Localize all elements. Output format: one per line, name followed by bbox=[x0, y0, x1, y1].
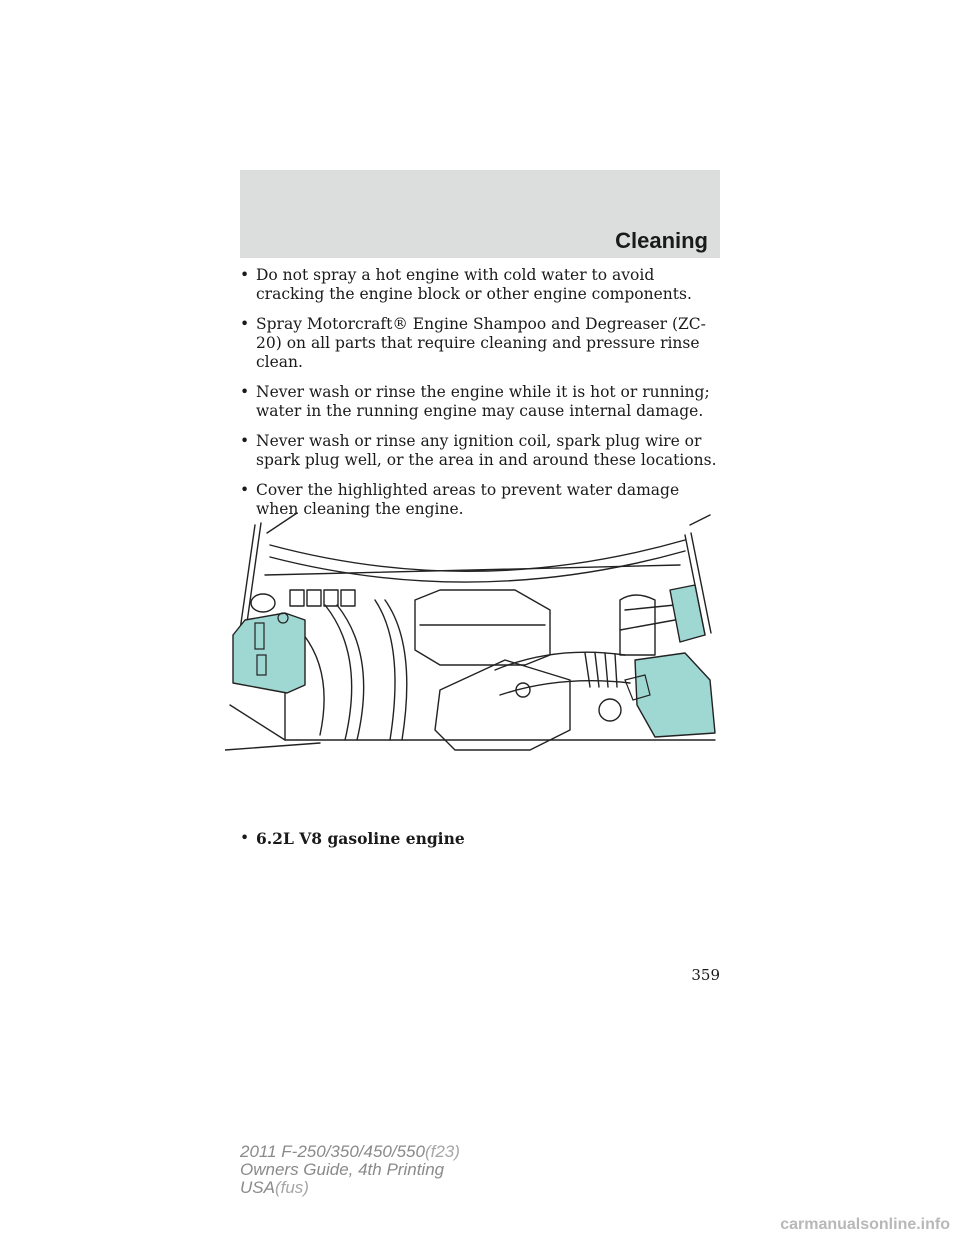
bullet-marker: • bbox=[240, 315, 250, 333]
engine-illustration bbox=[225, 505, 720, 765]
bullet-list bbox=[240, 266, 720, 530]
footer-line-3: USA(fus) bbox=[240, 1178, 309, 1197]
caption-text: 6.2L V8 gasoline engine bbox=[256, 829, 465, 848]
engine-bay-drawing bbox=[225, 505, 720, 765]
engine-cover bbox=[435, 660, 570, 750]
section-title: Cleaning bbox=[615, 228, 708, 253]
bullet-item bbox=[240, 315, 720, 372]
bullet-text: Never wash or rinse any ignition coil, spark plug wire or spark plug well, or the area in and around these locations. bbox=[256, 432, 717, 469]
watermark: carmanualsonline.info bbox=[780, 1216, 950, 1233]
footer-line-1: 2011 F-250/350/450/550(f23) bbox=[240, 1142, 460, 1161]
bullet-item bbox=[240, 383, 720, 421]
bullet-text: Spray Motorcraft® Engine Shampoo and Degreaser (ZC-20) on all parts that require cleaning and pressure rinse clean. bbox=[256, 315, 706, 371]
bullet-item bbox=[240, 432, 720, 470]
bullet-text: Never wash or rinse the engine while it is hot or running; water in the running engine may cause internal damage. bbox=[256, 383, 710, 420]
bullet-text: Cover the highlighted areas to prevent water damage when cleaning the engine. bbox=[256, 481, 680, 518]
section-header bbox=[240, 170, 720, 258]
highlight-right-lower-area bbox=[635, 653, 715, 737]
air-cleaner-box bbox=[415, 590, 550, 665]
highlight-right-upper-area bbox=[670, 585, 705, 642]
bullet-marker: • bbox=[240, 383, 250, 401]
bullet-item bbox=[240, 266, 720, 304]
page-number: 359 bbox=[691, 966, 720, 984]
bullet-marker: • bbox=[240, 266, 250, 284]
bullet-marker: • bbox=[240, 481, 250, 499]
footer-line-2: Owners Guide, 4th Printing bbox=[240, 1160, 445, 1179]
bullet-marker: • bbox=[240, 432, 250, 450]
document-footer bbox=[240, 1143, 460, 1197]
caption-marker: • bbox=[240, 829, 250, 847]
figure-caption bbox=[240, 829, 465, 848]
highlight-battery-area bbox=[233, 613, 305, 693]
bullet-text: Do not spray a hot engine with cold water to avoid cracking the engine block or other engine components. bbox=[256, 266, 692, 303]
